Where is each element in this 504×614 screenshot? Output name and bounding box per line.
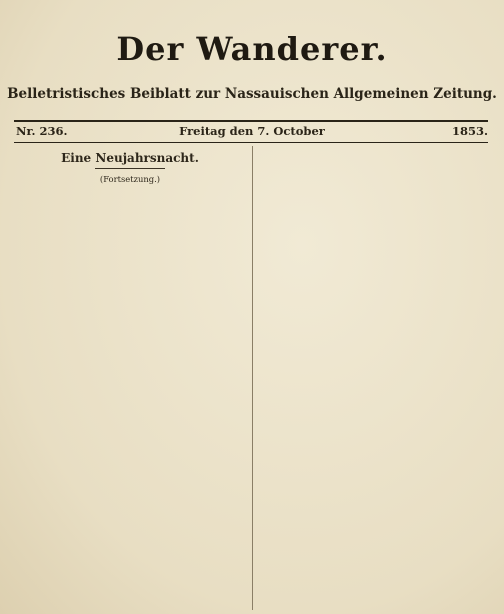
issue-number: Nr. 236. xyxy=(16,124,68,138)
article-headline: Eine Neujahrsnacht. xyxy=(61,151,199,165)
article-continued-note: (Fortsetzung.) xyxy=(99,174,161,185)
headline-rule xyxy=(95,168,165,169)
masthead-title: Der Wanderer. xyxy=(116,30,388,68)
masthead-subtitle: Belletristisches Beiblatt zur Nassauischen Allgemeinen Zeitung. xyxy=(7,86,497,102)
issue-date: Freitag den 7. October xyxy=(179,124,325,138)
header-rule-top xyxy=(14,120,488,122)
left-column xyxy=(16,148,244,608)
right-column xyxy=(262,148,490,608)
issue-year: 1853. xyxy=(451,124,488,138)
header-rule-bottom xyxy=(14,142,488,143)
column-divider xyxy=(252,146,253,610)
